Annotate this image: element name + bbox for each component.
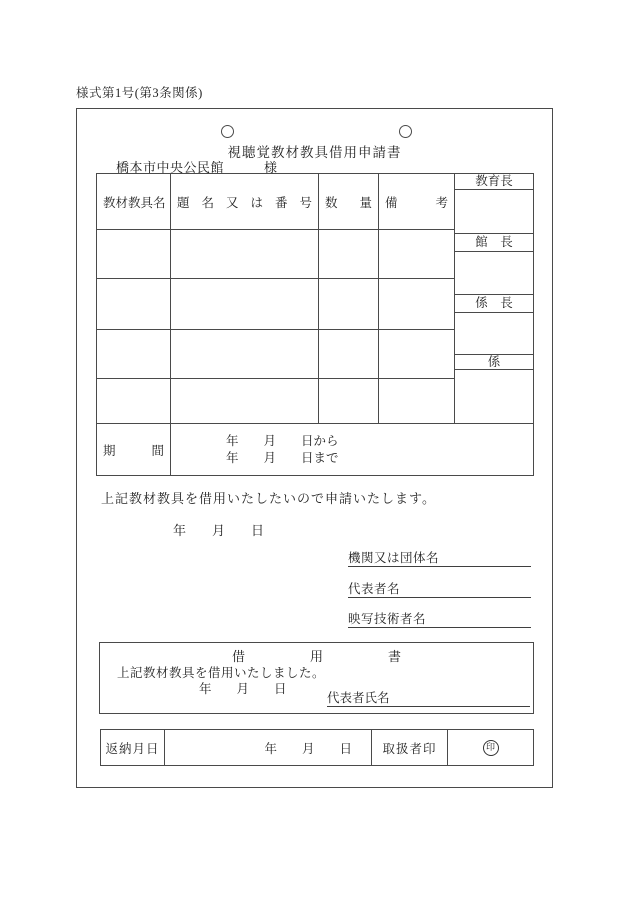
empty-cell-material: [97, 279, 171, 330]
circle-mark-right-icon: [399, 125, 412, 138]
loan-note-box: [99, 642, 534, 714]
addressee-honorific: 様: [264, 160, 278, 175]
column-header-title-or-number: [171, 174, 319, 230]
column-header-remarks: [379, 174, 455, 230]
document-title: 視聴覚教材教具借用申請書: [227, 145, 402, 160]
approval-column: [455, 174, 533, 423]
request-table-header-row: [97, 174, 455, 230]
approval-stamp-box-education-chief: [455, 190, 533, 234]
approval-stamp-box-clerk: [455, 370, 533, 423]
form-code-label: 様式第1号(第3条関係): [76, 86, 203, 100]
empty-cell-quantity: [319, 330, 379, 379]
application-date-line: 年 月 日: [173, 523, 265, 538]
empty-cell-quantity: [319, 279, 379, 330]
field-projection-technician-name: 映写技術者名: [348, 612, 531, 628]
request-table: [96, 173, 534, 476]
approval-label-section-chief: 係 長: [455, 295, 533, 313]
empty-cell-remarks: [379, 330, 455, 379]
handler-seal-label: 取扱者印: [372, 730, 448, 765]
table-row: [97, 230, 455, 279]
table-row: [97, 279, 455, 330]
request-table-items: [97, 174, 455, 423]
column-header-quantity-label: 数量: [325, 195, 372, 210]
empty-cell-title: [171, 279, 319, 330]
column-header-remarks-label: 備考: [385, 195, 448, 210]
approval-label-education-chief: 教育長: [455, 174, 533, 190]
column-header-material: [97, 174, 171, 230]
approval-stamp-box-hall-director: [455, 252, 533, 295]
empty-cell-quantity: [319, 379, 379, 423]
empty-cell-material: [97, 379, 171, 423]
loan-note-statement: 上記教材教具を借用いたしました。: [117, 666, 326, 680]
table-row: [97, 379, 455, 423]
field-representative-name: 代表者名: [348, 582, 531, 598]
empty-cell-remarks: [379, 379, 455, 423]
period-label-cell: [97, 424, 171, 475]
loan-note-title: 借 用 書: [231, 649, 401, 664]
period-row: [97, 423, 533, 475]
application-statement: 上記教材教具を借用いたしたいので申請いたします。: [101, 491, 436, 506]
empty-cell-material: [97, 230, 171, 279]
request-table-upper: [97, 174, 533, 423]
period-label: 期間: [103, 443, 164, 458]
column-header-title-or-number-label: 題名又は番号: [177, 195, 312, 210]
empty-cell-title: [171, 330, 319, 379]
empty-cell-quantity: [319, 230, 379, 279]
return-date-label: 返納月日: [101, 730, 165, 765]
column-header-quantity: [319, 174, 379, 230]
handler-seal-cell: [448, 730, 533, 765]
empty-cell-title: [171, 379, 319, 423]
approval-label-hall-director: 館 長: [455, 234, 533, 252]
return-table: [100, 729, 534, 766]
table-row: [97, 330, 455, 379]
period-value-cell: [171, 424, 533, 475]
period-to-line: 年 月 日まで: [226, 450, 339, 465]
empty-cell-remarks: [379, 230, 455, 279]
loan-note-date-line: 年 月 日: [199, 682, 287, 696]
form-sheet: [76, 108, 553, 788]
seal-icon: 印: [483, 740, 499, 756]
loan-note-signer-field: 代表者氏名: [327, 691, 530, 707]
circle-mark-left-icon: [221, 125, 234, 138]
empty-cell-remarks: [379, 279, 455, 330]
approval-stamp-box-section-chief: [455, 313, 533, 355]
column-header-material-label: 教材教具名: [103, 195, 166, 210]
approval-label-clerk: 係: [455, 355, 533, 370]
empty-cell-material: [97, 330, 171, 379]
period-from-line: 年 月 日から: [226, 433, 339, 448]
return-date-line: 年 月 日: [165, 730, 372, 765]
field-organization-name: 機関又は団体名: [348, 551, 531, 567]
addressee-name: 橋本市中央公民館: [116, 160, 225, 175]
empty-cell-title: [171, 230, 319, 279]
